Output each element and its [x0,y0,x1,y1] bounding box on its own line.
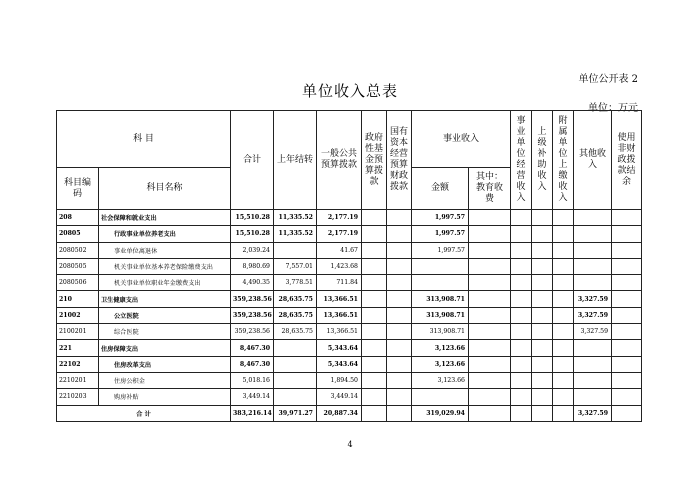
cell-operating [511,356,532,372]
cell-fund [362,389,387,405]
cell-affiliated [553,242,574,258]
cell-general: 1,423.68 [317,258,362,274]
cell-operating [511,372,532,388]
cell-operating [511,226,532,242]
cell-total: 15,510.28 [231,210,274,226]
cell-general: 711.84 [317,275,362,291]
cell-total: 2,039.24 [231,242,274,258]
cell-edu [469,307,511,323]
cell-carry: 28,635.75 [274,324,317,340]
cell-amount: 1,997.57 [412,226,469,242]
cell-affiliated [553,324,574,340]
cell-general: 13,366.51 [317,291,362,307]
cell-other: 3,327.59 [574,307,612,323]
cell-total: 5,018.16 [231,372,274,388]
cell-amount: 313,908.71 [412,324,469,340]
cell-code: 21002 [57,307,99,323]
cell-general: 2,177.19 [317,226,362,242]
cell-name: 社会保障和就业支出 [99,210,231,226]
cell-fund [362,226,387,242]
cell-other [574,372,612,388]
cell-carry: 11,335.52 [274,226,317,242]
cell-edu [469,242,511,258]
cell-total: 4,490.35 [231,275,274,291]
cell-nonfiscal [612,372,642,388]
cell-total: 8,467.30 [231,356,274,372]
cell-subsidy [532,324,553,340]
cell-amount: 313,908.71 [412,307,469,323]
cell-fund [362,242,387,258]
cell-name: 事业单位离退休 [99,242,231,258]
total-cell-other: 3,327.59 [574,405,612,421]
cell-other [574,389,612,405]
cell-amount: 3,123.66 [412,356,469,372]
cell-amount: 3,123.66 [412,340,469,356]
cell-code: 221 [57,340,99,356]
cell-edu [469,389,511,405]
cell-general: 2,177.19 [317,210,362,226]
header-total: 合计 [231,111,274,210]
total-cell-carry: 39,971.27 [274,405,317,421]
cell-carry [274,242,317,258]
header-operating: 事业单位经营收入 [511,111,532,210]
cell-carry: 28,635.75 [274,307,317,323]
cell-operating [511,307,532,323]
cell-edu [469,324,511,340]
cell-general: 13,366.51 [317,307,362,323]
table-row [57,356,642,372]
cell-total: 359,238.56 [231,324,274,340]
cell-affiliated [553,275,574,291]
cell-capital [387,389,412,405]
cell-subsidy [532,340,553,356]
cell-name: 住房保障支出 [99,340,231,356]
total-row [57,405,642,421]
cell-fund [362,275,387,291]
cell-carry: 7,557.01 [274,258,317,274]
cell-name: 综合医院 [99,324,231,340]
header-nonfiscal: 使用非财政拨款结余 [612,111,642,210]
cell-operating [511,242,532,258]
cell-code: 2210203 [57,389,99,405]
header-fund: 政府性基金预算拨款 [362,111,387,210]
total-label: 合 计 [57,405,231,421]
cell-operating [511,291,532,307]
table-row [57,210,642,226]
cell-affiliated [553,340,574,356]
cell-carry [274,372,317,388]
cell-operating [511,340,532,356]
cell-affiliated [553,210,574,226]
table-row [57,242,642,258]
cell-code: 208 [57,210,99,226]
header-name: 科目名称 [99,168,231,210]
cell-general: 41.67 [317,242,362,258]
cell-subsidy [532,242,553,258]
cell-edu [469,275,511,291]
cell-other: 3,327.59 [574,291,612,307]
cell-capital [387,242,412,258]
cell-total: 359,238.56 [231,291,274,307]
cell-subsidy [532,356,553,372]
header-subsidy: 上级补助收入 [532,111,553,210]
cell-name: 卫生健康支出 [99,291,231,307]
total-cell-amount: 319,029.94 [412,405,469,421]
cell-other [574,258,612,274]
cell-nonfiscal [612,389,642,405]
total-cell-general: 20,887.34 [317,405,362,421]
header-affiliated: 附属单位上缴收入 [553,111,574,210]
cell-operating [511,258,532,274]
cell-capital [387,258,412,274]
cell-other [574,210,612,226]
cell-nonfiscal [612,242,642,258]
cell-edu [469,210,511,226]
table-row [57,291,642,307]
cell-carry [274,356,317,372]
cell-code: 22102 [57,356,99,372]
unit-label: 单位：万元 [588,103,638,114]
table-row [57,275,642,291]
cell-carry [274,340,317,356]
cell-operating [511,210,532,226]
cell-edu [469,372,511,388]
cell-affiliated [553,356,574,372]
cell-affiliated [553,389,574,405]
table-row [57,340,642,356]
cell-total: 8,980.69 [231,258,274,274]
cell-general: 1,894.50 [317,372,362,388]
cell-amount: 313,908.71 [412,291,469,307]
cell-subsidy [532,226,553,242]
cell-name: 购房补贴 [99,389,231,405]
cell-edu [469,340,511,356]
cell-affiliated [553,307,574,323]
table-row [57,226,642,242]
cell-amount: 1,997.57 [412,210,469,226]
cell-carry: 28,635.75 [274,291,317,307]
cell-general: 5,343.64 [317,356,362,372]
cell-other [574,340,612,356]
header-carry: 上年结转 [274,111,317,210]
table-row [57,307,642,323]
cell-capital [387,372,412,388]
cell-name: 住房公积金 [99,372,231,388]
header-amount: 金额 [412,168,469,210]
cell-other [574,275,612,291]
cell-code: 210 [57,291,99,307]
header-other: 其他收入 [574,111,612,210]
page-title: 单位收入总表 [301,82,398,100]
table-row [57,258,642,274]
cell-fund [362,291,387,307]
table-row [57,372,642,388]
cell-code: 2080506 [57,275,99,291]
cell-edu [469,258,511,274]
cell-amount: 1,997.57 [412,242,469,258]
cell-total: 15,510.28 [231,226,274,242]
cell-carry: 11,335.52 [274,210,317,226]
cell-carry [274,389,317,405]
header-subject: 科 目 [57,111,231,168]
table-row [57,389,642,405]
cell-name: 行政事业单位养老支出 [99,226,231,242]
cell-code: 2080505 [57,258,99,274]
cell-capital [387,210,412,226]
cell-affiliated [553,372,574,388]
cell-other [574,242,612,258]
cell-capital [387,324,412,340]
cell-other [574,226,612,242]
cell-fund [362,372,387,388]
cell-fund [362,258,387,274]
cell-subsidy [532,372,553,388]
page-number: 4 [347,440,353,449]
cell-nonfiscal [612,226,642,242]
cell-code: 2100201 [57,324,99,340]
header-capital: 国有资本经营预算财政拨款 [387,111,412,210]
cell-code: 2210201 [57,372,99,388]
cell-nonfiscal [612,258,642,274]
cell-fund [362,324,387,340]
cell-operating [511,275,532,291]
cell-nonfiscal [612,291,642,307]
cell-affiliated [553,258,574,274]
total-cell-total: 383,216.14 [231,405,274,421]
income-table [56,110,642,422]
cell-affiliated [553,226,574,242]
cell-operating [511,324,532,340]
cell-fund [362,307,387,323]
cell-nonfiscal [612,307,642,323]
cell-general: 3,449.14 [317,389,362,405]
cell-nonfiscal [612,275,642,291]
cell-capital [387,291,412,307]
cell-amount [412,258,469,274]
cell-other [574,356,612,372]
cell-operating [511,389,532,405]
cell-affiliated [553,291,574,307]
cell-fund [362,340,387,356]
cell-nonfiscal [612,356,642,372]
cell-edu [469,226,511,242]
cell-capital [387,340,412,356]
table-body [57,210,642,422]
cell-code: 2080502 [57,242,99,258]
cell-subsidy [532,291,553,307]
table-row [57,324,642,340]
cell-total: 3,449.14 [231,389,274,405]
header-code: 科目编码 [57,168,99,210]
cell-capital [387,307,412,323]
cell-name: 公立医院 [99,307,231,323]
cell-code: 20805 [57,226,99,242]
cell-amount: 3,123.66 [412,372,469,388]
cell-amount [412,389,469,405]
cell-subsidy [532,210,553,226]
table-tag: 单位公开表 2 [578,74,638,85]
cell-capital [387,356,412,372]
cell-subsidy [532,258,553,274]
cell-carry: 3,778.51 [274,275,317,291]
cell-fund [362,210,387,226]
cell-amount [412,275,469,291]
cell-nonfiscal [612,324,642,340]
cell-total: 359,238.56 [231,307,274,323]
cell-general: 5,343.64 [317,340,362,356]
cell-general: 13,366.51 [317,324,362,340]
cell-edu [469,291,511,307]
header-edu: 其中：教育收费 [469,168,511,210]
cell-nonfiscal [612,340,642,356]
header-general: 一般公共预算拨款 [317,111,362,210]
cell-name: 机关事业单位基本养老保险缴费支出 [99,258,231,274]
cell-total: 8,467.30 [231,340,274,356]
cell-edu [469,356,511,372]
cell-subsidy [532,389,553,405]
cell-fund [362,356,387,372]
cell-nonfiscal [612,210,642,226]
header-business: 事业收入 [412,111,511,168]
cell-subsidy [532,307,553,323]
cell-name: 机关事业单位职业年金缴费支出 [99,275,231,291]
cell-capital [387,275,412,291]
cell-capital [387,226,412,242]
cell-other: 3,327.59 [574,324,612,340]
cell-name: 住房改革支出 [99,356,231,372]
cell-subsidy [532,275,553,291]
